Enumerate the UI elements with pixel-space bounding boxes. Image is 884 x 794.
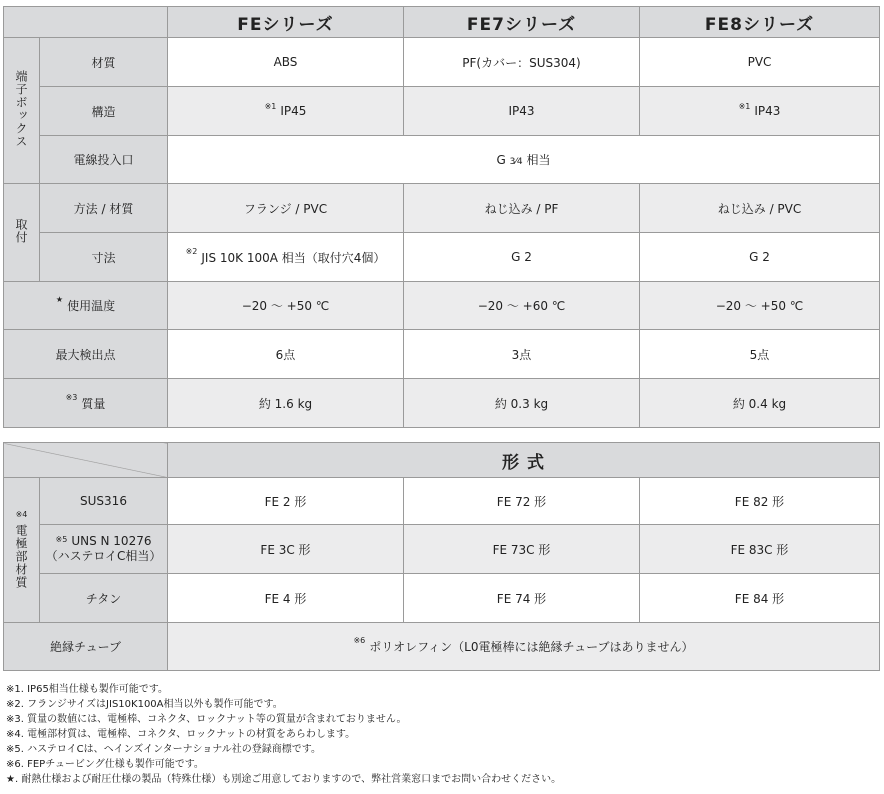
uns-fe8: FE 83C 形 [640, 525, 880, 574]
footnote: ★. 耐熱仕様および耐圧仕様の製品（特殊仕様）も別途ご用意しておりますので、弊社営業窓口までお問い合わせください。 [6, 774, 562, 785]
footnote: ※6. FEPチュービング仕様も製作可能です。 [6, 759, 204, 770]
header-fe: FEシリーズ [168, 7, 404, 38]
model-header: 形 式 [168, 443, 880, 478]
sus316-fe: FE 2 形 [168, 478, 404, 525]
tube-value: $^{※6}$ ポリオレフィン（L0電極棒には絶縁チューブはありません） [168, 623, 880, 671]
method-fe8: ねじ込み / PVC [640, 184, 880, 233]
model-header-row [4, 443, 880, 478]
label-max-points: 最大検出点 [4, 330, 168, 379]
max-points-fe7: 3点 [404, 330, 640, 379]
uns-fe: FE 3C 形 [168, 525, 404, 574]
spec-table [3, 6, 880, 671]
row-mass [4, 379, 880, 428]
titanium-fe7: FE 74 形 [404, 574, 640, 623]
row-sus316 [4, 478, 880, 525]
row-method [4, 184, 880, 233]
label-tube: 絶縁チューブ [4, 623, 168, 671]
row-temperature [4, 282, 880, 330]
max-points-fe: 6点 [168, 330, 404, 379]
label-sus316: SUS316 [40, 478, 168, 525]
temperature-fe7: −20 ～ +60 ℃ [404, 282, 640, 330]
row-cable-entry [4, 136, 880, 184]
material-fe8: PVC [640, 38, 880, 87]
header-corner [4, 7, 168, 38]
method-fe: フランジ / PVC [168, 184, 404, 233]
label-material: 材質 [40, 38, 168, 87]
label-structure: 構造 [40, 87, 168, 136]
series-header-row [4, 7, 880, 38]
uns-fe7: FE 73C 形 [404, 525, 640, 574]
row-titanium [4, 574, 880, 623]
group-mount: 取付 [4, 184, 40, 282]
dimension-fe8: G 2 [640, 233, 880, 282]
row-tube [4, 623, 880, 671]
titanium-fe: FE 4 形 [168, 574, 404, 623]
mass-fe: 約 1.6 kg [168, 379, 404, 428]
structure-fe8: $^{※1}$ IP43 [640, 87, 880, 136]
footnote: ※3. 質量の数値には、電極棒、コネクタ、ロックナット等の質量が含まれておりません。 [6, 714, 407, 725]
footnote: ※2. フランジサイズはJIS10K100A相当以外も製作可能です。 [6, 699, 283, 710]
footnote: ※5. ハステロイCは、ヘインズインターナショナル社の登録商標です。 [6, 744, 321, 755]
temperature-fe: −20 ～ +50 ℃ [168, 282, 404, 330]
label-dimension: 寸法 [40, 233, 168, 282]
header-fe8: FE8シリーズ [640, 7, 880, 38]
group-electrode: $^{※4}$ 電極部材質 [4, 478, 40, 623]
label-mass: $^{※3}$ 質量 [4, 379, 168, 428]
row-material [4, 38, 880, 87]
cable-entry-value: G 3⁄4 相当 [168, 136, 880, 184]
footnote: ※4. 電極部材質は、電極棒、コネクタ、ロックナットの材質をあらわします。 [6, 729, 356, 740]
sus316-fe8: FE 82 形 [640, 478, 880, 525]
structure-fe: $^{※1}$ IP45 [168, 87, 404, 136]
header-fe7: FE7シリーズ [404, 7, 640, 38]
mass-fe7: 約 0.3 kg [404, 379, 640, 428]
label-method: 方法 / 材質 [40, 184, 168, 233]
row-structure [4, 87, 880, 136]
label-uns: $^{※5}$ UNS N 10276 （ハステロイC相当） [40, 525, 168, 574]
titanium-fe8: FE 84 形 [640, 574, 880, 623]
structure-fe7: IP43 [404, 87, 640, 136]
sus316-fe7: FE 72 形 [404, 478, 640, 525]
footnotes [6, 682, 561, 787]
temperature-fe8: −20 ～ +50 ℃ [640, 282, 880, 330]
row-max-points [4, 330, 880, 379]
dimension-fe7: G 2 [404, 233, 640, 282]
mass-fe8: 約 0.4 kg [640, 379, 880, 428]
spacer [4, 428, 880, 443]
footnote: ※1. IP65相当仕様も製作可能です。 [6, 684, 169, 695]
spacer-row [4, 428, 880, 443]
dimension-fe: $^{※2}$ JIS 10K 100A 相当（取付穴4個） [168, 233, 404, 282]
model-header-corner [4, 443, 168, 478]
row-uns [4, 525, 880, 574]
row-dimension [4, 233, 880, 282]
label-titanium: チタン [40, 574, 168, 623]
material-fe7: PF(カバー：SUS304) [404, 38, 640, 87]
max-points-fe8: 5点 [640, 330, 880, 379]
material-fe: ABS [168, 38, 404, 87]
group-terminal-box: 端子ボックス [4, 38, 40, 184]
method-fe7: ねじ込み / PF [404, 184, 640, 233]
label-temperature: ★ 使用温度 [4, 282, 168, 330]
label-cable-entry: 電線投入口 [40, 136, 168, 184]
